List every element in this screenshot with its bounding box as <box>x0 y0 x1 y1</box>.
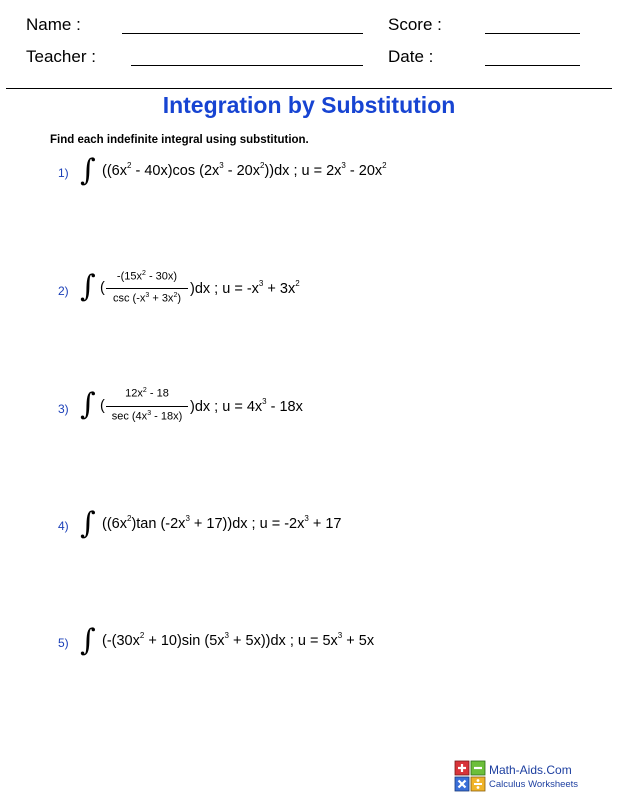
fraction-denominator: $\csc (-x^3 + 3x^2)$ <box>112 292 182 305</box>
teacher-label: Teacher : <box>26 47 96 66</box>
open-paren: ( <box>100 398 105 414</box>
problem-expression: ($(6x^2 - 40x)\cos$ $(2x^3 - 20x^2))dx$ ; $u = 2x^3 - 20x^2$ <box>102 161 387 179</box>
problem-number: 4) <box>58 519 69 533</box>
problem-expression: ($-(30x^2 + 10)\sin$ $(5x^3 + 5x))dx$ ; $u = 5x^3 + 5x$ <box>102 631 375 649</box>
integral-symbol: ∫ <box>80 387 96 422</box>
header-divider <box>6 88 612 89</box>
score-field[interactable] <box>485 33 580 34</box>
date-field[interactable] <box>485 65 580 66</box>
name-field[interactable] <box>122 33 363 34</box>
problem-expression-tail: )dx ; $u = -x^3 + 3x^2$ <box>190 279 300 297</box>
fraction-numerator: $-(15x^2 - 30x)$ <box>116 270 178 283</box>
teacher-field[interactable] <box>131 65 363 66</box>
math-operations-icon <box>454 760 486 792</box>
problem-expression: ($(6x^2)\tan$ $(-2x^3 + 17))dx$ ; $u = -2x^3 + 17$ <box>102 514 342 532</box>
integral-symbol: ∫ <box>80 153 96 188</box>
fraction-bar <box>106 406 188 407</box>
worksheet-title: Integration by Substitution <box>162 92 456 118</box>
integral-symbol: ∫ <box>80 269 96 304</box>
integral-symbol: ∫ <box>80 506 96 541</box>
footer-subtitle: Calculus Worksheets <box>489 779 579 790</box>
integral-symbol: ∫ <box>80 623 96 658</box>
score-label: Score : <box>388 15 442 34</box>
problem-number: 1) <box>58 166 69 180</box>
problem-number: 3) <box>58 402 69 416</box>
fraction-denominator: $\sec (4x^3 - 18x)$ <box>111 410 183 423</box>
instructions: Find each indefinite integral using substitution. <box>50 134 309 146</box>
fraction-bar <box>106 288 188 289</box>
problem-number: 5) <box>58 636 69 650</box>
open-paren: ( <box>100 280 105 296</box>
footer-site: Math-Aids.Com <box>489 763 572 777</box>
name-label: Name : <box>26 15 81 34</box>
problem-expression-tail: )dx ; $u = 4x^3 - 18x$ <box>190 397 303 415</box>
date-label: Date : <box>388 47 434 66</box>
problem-number: 2) <box>58 284 69 298</box>
fraction-numerator: $12x^2 - 18$ <box>125 387 169 400</box>
